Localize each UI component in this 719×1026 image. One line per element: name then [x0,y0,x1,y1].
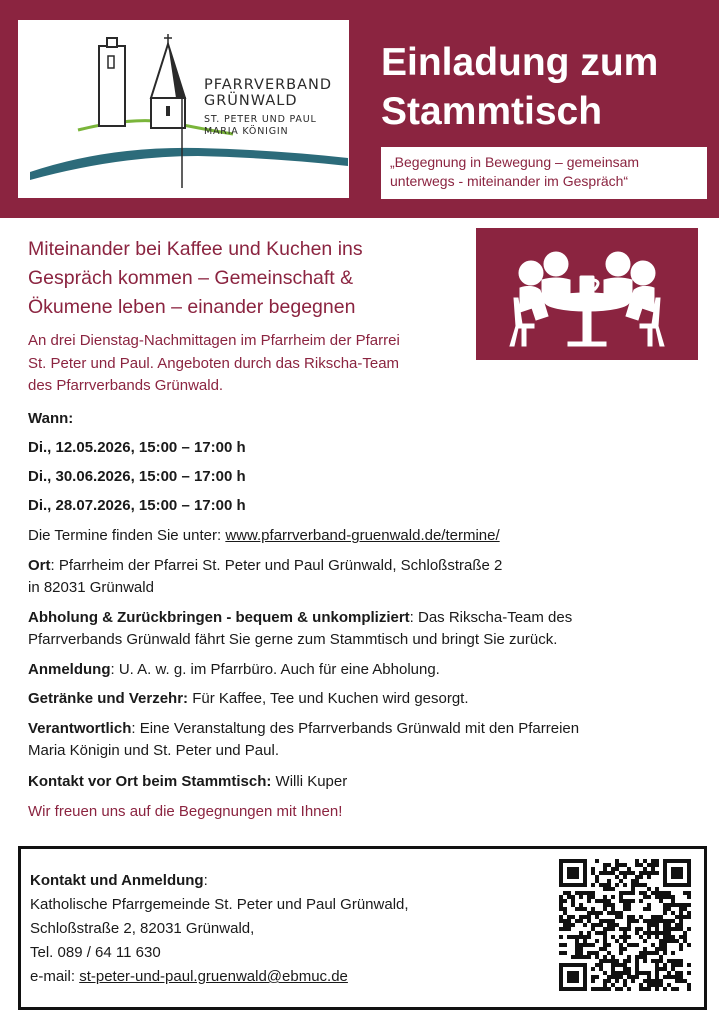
termine-link[interactable]: www.pfarrverband-gruenwald.de/termine/ [225,527,500,544]
getraenke-text: Für Kaffee, Tee und Kuchen wird gesorgt. [188,690,469,707]
verantwortlich-label: Verantwortlich [28,720,132,737]
people-around-table-with-coffee-icon [476,228,698,360]
verantwortlich-line2: Maria Königin und St. Peter und Paul. [28,742,279,759]
kontakt-vor-ort-text: Willi Kuper [271,773,348,790]
logo-parish1: ST. PETER UND PAUL [204,114,317,125]
intro-line2: Gespräch kommen – Gemeinschaft & [28,267,354,289]
motto-text: „Begegnung in Bewegung – gemeinsam unterwegs - miteinander im Gespräch“ [390,154,640,189]
ort-line1: : Pfarrheim der Pfarrei St. Peter und Paul Grünwald, Schloßstraße 2 [50,557,503,574]
contact-label: Kontakt und Anmeldung [30,872,204,889]
contact-line1: Katholische Pfarrgemeinde St. Peter und Paul Grünwald, [30,896,409,913]
ort-label: Ort [28,557,51,574]
abholung-line2: Pfarrverbands Grünwald fährt Sie gerne zum Stammtisch und bringt Sie zurück. [28,631,558,648]
subintro-line1: An drei Dienstag-Nachmittagen im Pfarrheim der Pfarrei [28,332,400,349]
abholung-block [28,607,698,651]
logo [18,20,349,198]
date-3: Di., 28.07.2026, 15:00 – 17:00 h [28,497,246,514]
header-banner [0,0,719,218]
logo-name-line2: GRÜNWALD [204,93,298,109]
abholung-line1: : Das Rikscha-Team des [409,609,573,626]
subintro-line2: St. Peter und Paul. Angeboten durch das Rikscha-Team [28,354,400,372]
logo-parish2: MARIA KÖNIGIN [204,126,289,137]
date-2: Di., 30.06.2026, 15:00 – 17:00 h [28,468,246,485]
intro-line1: Miteinander bei Kaffee und Kuchen ins [28,238,363,260]
subintro-line3: des Pfarrverbands Grünwald. [28,377,224,394]
email-link[interactable]: st-peter-und-paul.gruenwald@ebmuc.de [79,968,348,985]
logo-name-line1: PFARRVERBAND [204,77,333,93]
getraenke-line [28,688,698,710]
kontakt-vor-ort-label: Kontakt vor Ort beim Stammtisch: [28,773,272,790]
page-title [381,38,711,136]
contact-text [30,869,409,989]
abholung-label: Abholung & Zurückbringen - bequem & unkompliziert [28,609,410,626]
stammtisch-icon-box [476,228,698,360]
contact-line2: Schloßstraße 2, 82031 Grünwald, [30,920,255,937]
date-1: Di., 12.05.2026, 15:00 – 17:00 h [28,439,246,456]
email-prefix: e-mail: [30,968,80,985]
kontakt-vor-ort-line [28,771,698,793]
anmeldung-label: Anmeldung [28,661,111,678]
ort-block [28,555,698,599]
contact-line3: Tel. 089 / 64 11 630 [30,944,161,961]
ort-line2: in 82031 Grünwald [28,579,154,596]
intro-subtext [28,330,478,398]
contact-colon: : [203,872,208,889]
contact-box [18,846,707,1010]
title-line1: Einladung zum [381,41,659,84]
intro-headline [28,235,473,322]
anmeldung-text: : U. A. w. g. im Pfarrbüro. Auch für eine Abholung. [110,661,440,678]
motto-box [381,147,707,199]
intro-line3: Ökumene leben – einander begegnen [28,296,356,318]
title-line2: Stammtisch [381,90,603,133]
closing-text: Wir freuen uns auf die Begegnungen mit Ihnen! [28,803,343,820]
verantwortlich-line1: : Eine Veranstaltung des Pfarrverbands Grünwald mit den Pfarreien [131,720,580,737]
termine-line [28,525,698,547]
termine-prefix: Die Termine finden Sie unter: [28,527,226,544]
anmeldung-line [28,659,698,681]
qr-code-icon[interactable] [559,859,691,991]
getraenke-label: Getränke und Verzehr: [28,690,189,707]
when-label: Wann: [28,410,74,427]
verantwortlich-block [28,718,698,762]
